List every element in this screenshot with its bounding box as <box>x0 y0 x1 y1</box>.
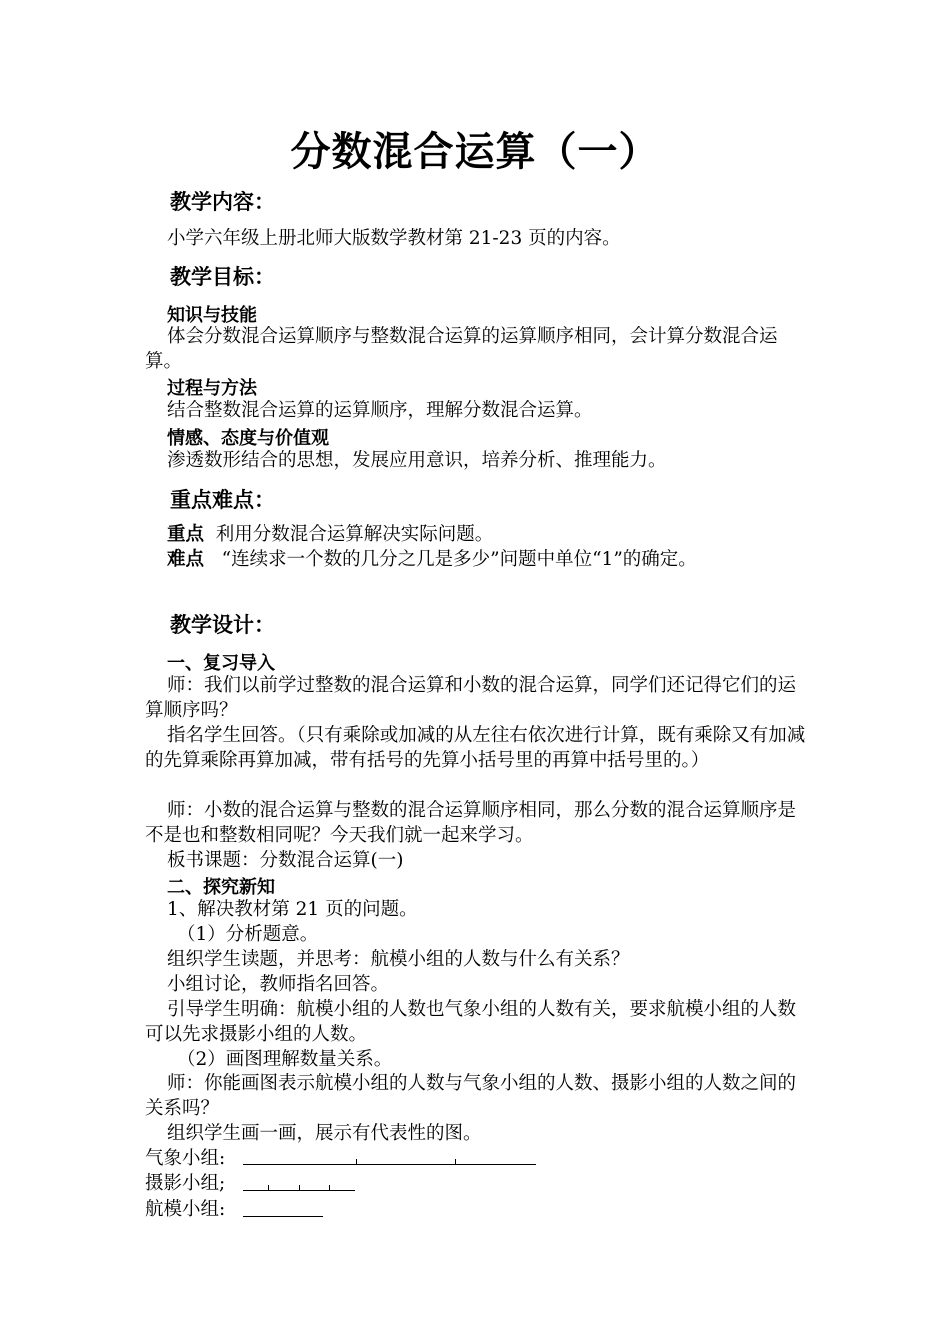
photo-segment-tick-3 <box>329 1185 330 1191</box>
design-p7: 组织学生读题，并思考：航模小组的人数与什么有关系？ <box>167 949 630 970</box>
subheading-emotion: 情感、态度与价值观 <box>167 428 329 449</box>
key-label: 重点 <box>167 524 205 545</box>
design-p10: （2）画图理解数量关系。 <box>177 1049 393 1070</box>
diagram-label-model: 航模小组: <box>145 1199 226 1220</box>
heading-content: 教学内容： <box>170 190 275 214</box>
design-p12: 组织学生画一画，展示有代表性的图。 <box>167 1123 482 1144</box>
design-p6: （1）分析题意。 <box>177 924 319 945</box>
goals-text-2: 结合整数混合运算的运算顺序，理解分数混合运算。 <box>167 400 593 421</box>
design-p9: 引导学生明确：航模小组的人数也气象小组的人数有关，要求航模小组的人数可以先求摄影小组的人数。 <box>145 999 797 1045</box>
design-p5: 1、解决教材第 21 页的问题。 <box>167 899 418 920</box>
difficulty-line <box>145 547 808 572</box>
weather-group-segment <box>243 1164 536 1165</box>
subheading-process: 过程与方法 <box>167 378 257 399</box>
design-p3: 师：小数的混合运算与整数的混合运算顺序相同，那么分数的混合运算顺序是不是也和整数相同呢？今天我们就一起来学习。 <box>145 800 797 846</box>
design-p2: 指名学生回答。（只有乘除或加减的从左往右依次进行计算，既有乘除又有加减的先算乘除再算加减，带有括号的先算小括号里的再算中括号里的。） <box>145 725 806 771</box>
subheading-knowledge: 知识与技能 <box>167 305 257 326</box>
weather-segment-tick-1 <box>356 1159 357 1165</box>
part1-title: 一、复习导入 <box>167 653 275 674</box>
model-group-segment <box>243 1216 323 1217</box>
weather-segment-tick-2 <box>455 1159 456 1165</box>
key-point-line <box>145 522 808 547</box>
diagram-label-photo: 摄影小组; <box>145 1173 226 1194</box>
goals-text-3: 渗透数形结合的思想，发展应用意识，培养分析、推理能力。 <box>167 450 667 471</box>
difficulty-label: 难点 <box>167 549 205 570</box>
design-p11: 师：你能画图表示航模小组的人数与气象小组的人数、摄影小组的人数之间的关系吗？ <box>145 1073 797 1119</box>
photo-segment-tick-2 <box>299 1185 300 1191</box>
design-p1: 师：我们以前学过整数的混合运算和小数的混合运算，同学们还记得它们的运算顺序吗？ <box>145 675 797 721</box>
heading-design: 教学设计： <box>170 613 275 637</box>
heading-goals: 教学目标： <box>170 265 275 289</box>
key-text: 利用分数混合运算解决实际问题。 <box>215 524 494 545</box>
diagram-label-weather: 气象小组: <box>145 1148 226 1169</box>
design-p8: 小组讨论，教师指名回答。 <box>167 974 390 995</box>
part2-title: 二、探究新知 <box>167 877 275 898</box>
content-text: 小学六年级上册北师大版数学教材第 21-23 页的内容。 <box>167 228 621 249</box>
heading-key-points: 重点难点： <box>170 488 275 512</box>
photo-segment-tick-1 <box>268 1185 269 1191</box>
goals-text-1: 体会分数混合运算顺序与整数混合运算的运算顺序相同，会计算分数混合运算。 <box>145 326 778 372</box>
page-title: 分数混合运算（一） <box>290 129 660 175</box>
design-p4: 板书课题：分数混合运算(一) <box>167 850 404 871</box>
difficulty-text: “连续求一个数的几分之几是多少”问题中单位“1”的确定。 <box>221 549 697 570</box>
